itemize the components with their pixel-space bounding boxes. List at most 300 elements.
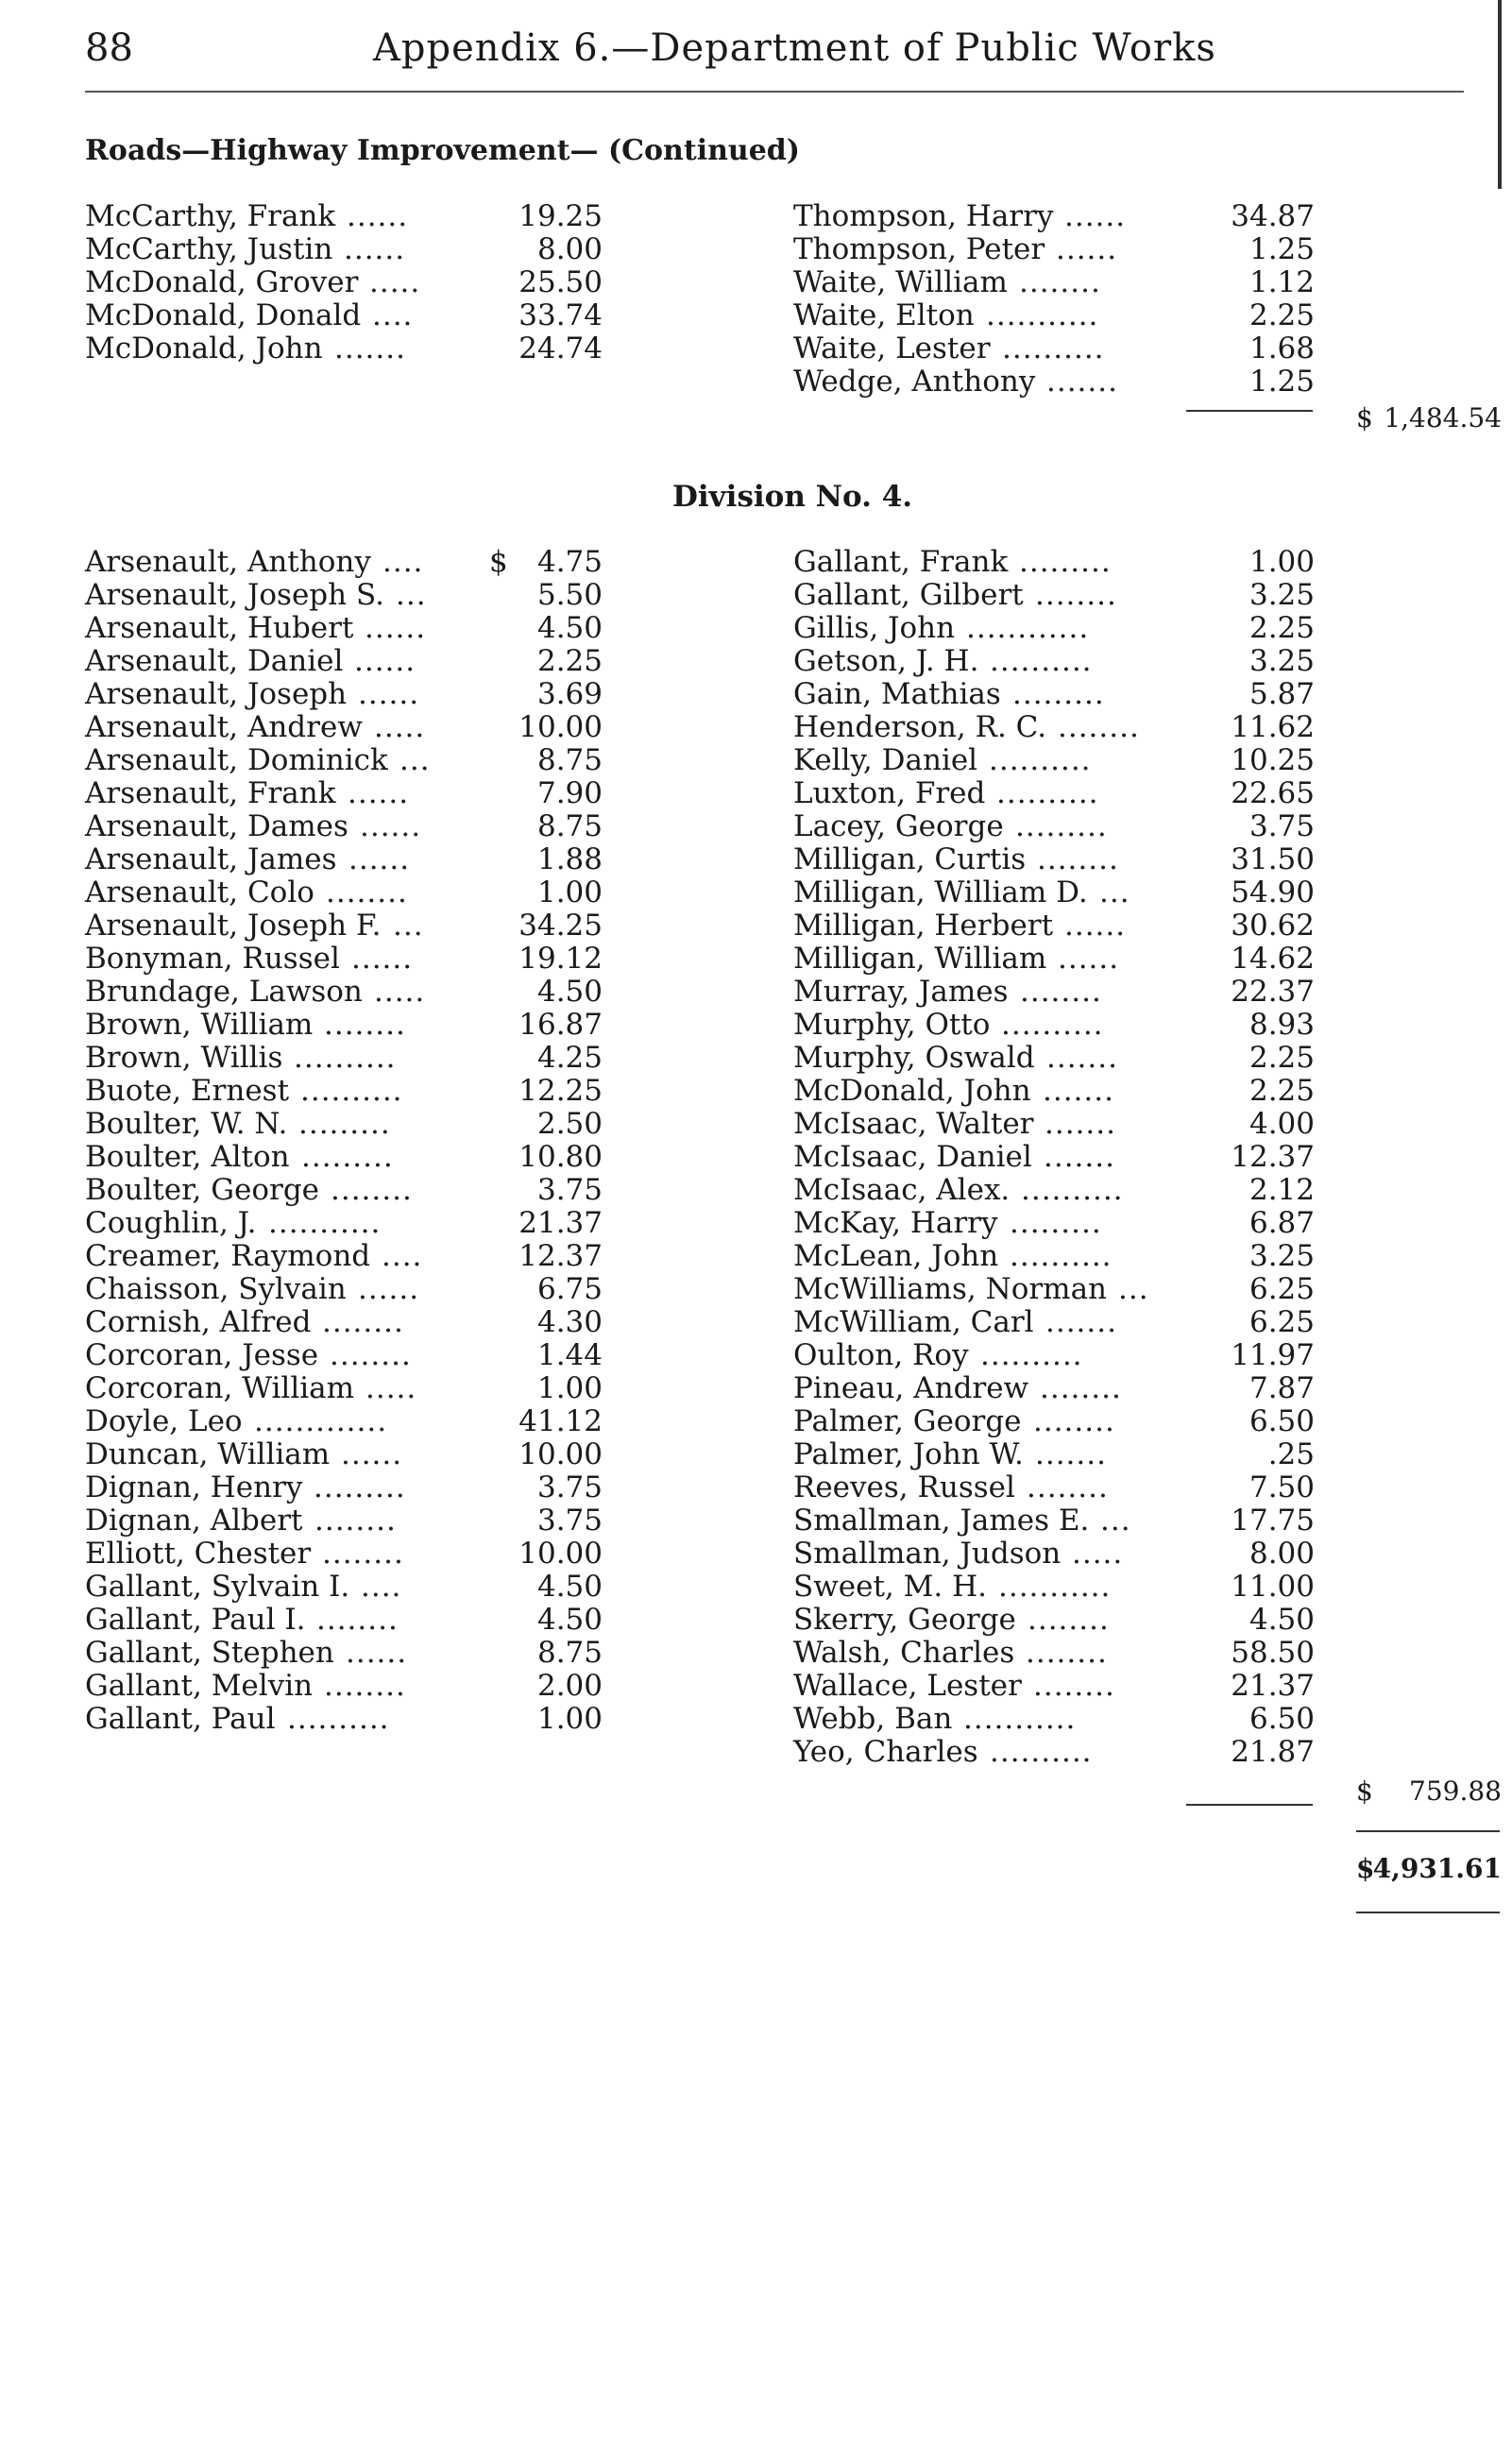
payee-name: Corcoran, Jesse — [85, 1338, 319, 1372]
ledger-row — [793, 299, 1315, 332]
ledger-row — [793, 1042, 1315, 1075]
payment-amount: 21.87 — [1231, 1735, 1315, 1769]
ledger-row — [85, 233, 603, 266]
payee-name: McWilliams, Norman — [793, 1272, 1108, 1306]
leader-dots: ...... — [346, 1636, 408, 1670]
payment-amount: 33.74 — [518, 298, 603, 332]
payee-name: McIsaac, Alex. — [793, 1173, 1011, 1207]
payment-amount: 6.25 — [1249, 1272, 1315, 1306]
leader-dots: ......... — [1012, 677, 1105, 711]
ledger-row — [85, 777, 603, 810]
leader-dots: ........ — [324, 1669, 406, 1703]
payee-name: Dignan, Henry — [85, 1470, 303, 1504]
ledger-row — [85, 299, 603, 332]
leader-dots: ...... — [1064, 199, 1127, 233]
payee-name: Arsenault, Joseph F. — [85, 909, 382, 943]
payee-name: Arsenault, Frank — [85, 776, 336, 810]
ledger-row — [793, 1108, 1315, 1141]
ledger-row — [793, 976, 1315, 1009]
payee-name: Waite, Lester — [793, 331, 991, 365]
payee-name: Getson, J. H. — [793, 644, 979, 678]
leader-dots: .... — [361, 1570, 402, 1604]
payment-amount: 34.25 — [518, 909, 603, 943]
ledger-row — [793, 1207, 1315, 1240]
continued-left-column — [85, 200, 603, 365]
ledger-row — [793, 1372, 1315, 1405]
payee-name: Gallant, Gilbert — [793, 578, 1024, 612]
payee-name: McDonald, John — [85, 331, 323, 365]
payee-name: Smallman, Judson — [793, 1537, 1062, 1571]
payee-name: Gallant, Frank — [793, 545, 1009, 579]
payee-name: Smallman, James E. — [793, 1504, 1090, 1538]
ledger-row — [793, 546, 1315, 579]
payee-name: Arsenault, James — [85, 842, 337, 876]
leader-dots: ........ — [330, 1338, 412, 1372]
payee-name: McLean, John — [793, 1239, 999, 1273]
currency-sign: $ — [489, 545, 508, 579]
page-number: 88 — [85, 26, 133, 70]
ledger-row — [85, 1405, 603, 1438]
payment-amount: 10.00 — [518, 1437, 603, 1471]
section-title: Roads—Highway Improvement— (Continued) — [85, 134, 800, 167]
payment-amount: 3.75 — [536, 1470, 603, 1504]
ledger-row — [793, 1471, 1315, 1504]
payment-amount: 2.25 — [1249, 1041, 1315, 1075]
payment-amount: 10.25 — [1231, 743, 1315, 777]
payee-name: Bonyman, Russel — [85, 942, 340, 976]
ledger-row — [793, 1009, 1315, 1042]
payment-amount: 7.90 — [536, 776, 603, 810]
division-left-column — [85, 546, 603, 1736]
leader-dots: ......... — [298, 1107, 391, 1141]
payee-name: Waite, Elton — [793, 298, 975, 332]
payee-name: McWilliam, Carl — [793, 1305, 1034, 1339]
leader-dots: ...... — [348, 842, 411, 876]
payee-name: Dignan, Albert — [85, 1504, 303, 1538]
leader-dots: .... — [372, 298, 414, 332]
payee-name: Gallant, Sylvain I. — [85, 1570, 350, 1604]
leader-dots: ............. — [254, 1404, 388, 1438]
ledger-row — [85, 678, 603, 711]
payee-name: McIsaac, Walter — [793, 1107, 1034, 1141]
payment-amount: 8.00 — [536, 232, 603, 266]
leader-dots: ... — [1100, 1504, 1131, 1538]
header-rule — [85, 91, 1464, 93]
grand-total-top-rule — [1356, 1830, 1500, 1832]
payee-name: Thompson, Peter — [793, 232, 1045, 266]
payee-name: Yeo, Charles — [793, 1735, 978, 1769]
payment-amount: 54.90 — [1231, 875, 1315, 909]
payee-name: Lacey, George — [793, 809, 1004, 843]
payment-amount: 4.50 — [1249, 1603, 1315, 1637]
total-value: 759.88 — [1409, 1776, 1502, 1807]
ledger-row — [85, 711, 603, 744]
payment-amount: 12.25 — [518, 1074, 603, 1108]
leader-dots: ..... — [1072, 1537, 1124, 1571]
leader-dots: ... — [1099, 875, 1130, 909]
leader-dots: ......... — [1019, 545, 1112, 579]
payee-name: McIsaac, Daniel — [793, 1140, 1032, 1174]
payee-name: Milligan, Curtis — [793, 842, 1027, 876]
leader-dots: .......... — [1001, 1008, 1104, 1042]
payment-amount: 2.12 — [1249, 1173, 1315, 1207]
payment-amount: 2.25 — [1249, 298, 1315, 332]
leader-dots: .......... — [996, 776, 1099, 810]
payment-amount: 4.50 — [536, 611, 603, 645]
leader-dots: ......... — [301, 1140, 394, 1174]
ledger-row — [793, 843, 1315, 876]
payee-name: Wallace, Lester — [793, 1669, 1022, 1703]
payee-name: Webb, Ban — [793, 1702, 953, 1736]
ledger-row — [793, 876, 1315, 909]
ledger-row — [85, 1207, 603, 1240]
leader-dots: ........ — [1020, 975, 1102, 1009]
payee-name: Gallant, Stephen — [85, 1636, 334, 1670]
leader-dots: ...... — [348, 776, 410, 810]
payment-amount: 3.69 — [536, 677, 603, 711]
leader-dots: ....... — [1045, 1107, 1116, 1141]
ledger-row — [793, 1736, 1315, 1769]
payee-name: Brown, Willis — [85, 1041, 283, 1075]
leader-dots: .......... — [287, 1702, 390, 1736]
ledger-row — [793, 645, 1315, 678]
ledger-row — [793, 1405, 1315, 1438]
payment-amount: 10.80 — [518, 1140, 603, 1174]
payment-amount: 19.12 — [518, 942, 603, 976]
payment-amount: 8.93 — [1249, 1008, 1315, 1042]
payee-name: Murphy, Otto — [793, 1008, 991, 1042]
payee-name: Coughlin, J. — [85, 1206, 257, 1240]
leader-dots: ...... — [358, 677, 420, 711]
payment-amount: 4.75 — [536, 545, 603, 579]
leader-dots: ...... — [1056, 232, 1118, 266]
payee-name: Gallant, Melvin — [85, 1669, 314, 1703]
ledger-row — [793, 365, 1315, 399]
leader-dots: ...... — [344, 232, 406, 266]
payment-amount: 22.65 — [1231, 776, 1315, 810]
leader-dots: ........ — [1040, 1371, 1122, 1405]
division-total — [1356, 1776, 1502, 1810]
payment-amount: 1.00 — [1249, 545, 1315, 579]
ledger-row — [793, 233, 1315, 266]
ledger-row — [793, 744, 1315, 777]
payment-amount: 41.12 — [518, 1404, 603, 1438]
ledger-row — [85, 1339, 603, 1372]
leader-dots: ....... — [1046, 1041, 1118, 1075]
payment-amount: 25.50 — [518, 265, 603, 299]
ledger-row — [793, 612, 1315, 645]
ledger-row — [85, 810, 603, 843]
leader-dots: ........ — [1028, 1603, 1110, 1637]
leader-dots: ........... — [986, 298, 1099, 332]
division-subtotal-rule — [1186, 1804, 1313, 1806]
payment-amount: 11.00 — [1231, 1570, 1315, 1604]
ledger-row — [85, 1108, 603, 1141]
leader-dots: ... — [1118, 1272, 1149, 1306]
leader-dots: ........ — [324, 1008, 406, 1042]
leader-dots: .......... — [990, 644, 1093, 678]
payment-amount: 19.25 — [518, 199, 603, 233]
payee-name: Palmer, George — [793, 1404, 1022, 1438]
payment-amount: 4.50 — [536, 1570, 603, 1604]
payee-name: McKay, Harry — [793, 1206, 998, 1240]
payee-name: Arsenault, Hubert — [85, 611, 354, 645]
payee-name: Walsh, Charles — [793, 1636, 1015, 1670]
payment-amount: 1.68 — [1249, 331, 1315, 365]
payee-name: Brown, William — [85, 1008, 314, 1042]
ledger-row — [85, 1042, 603, 1075]
payment-amount: 16.87 — [518, 1008, 603, 1042]
payee-name: Arsenault, Daniel — [85, 644, 344, 678]
payee-name: Arsenault, Anthony — [85, 545, 371, 579]
payee-name: Arsenault, Andrew — [85, 710, 363, 744]
leader-dots: ........ — [1035, 578, 1117, 612]
ledger-row — [85, 943, 603, 976]
total-value: 4,931.61 — [1372, 1853, 1502, 1884]
ledger-row — [793, 1504, 1315, 1538]
payee-name: Creamer, Raymond — [85, 1239, 371, 1273]
payment-amount: 21.37 — [518, 1206, 603, 1240]
leader-dots: ........ — [314, 1504, 397, 1538]
division-right-column — [793, 546, 1315, 1769]
payee-name: Henderson, R. C. — [793, 710, 1047, 744]
payment-amount: 1.25 — [1249, 365, 1315, 399]
payee-name: Luxton, Fred — [793, 776, 986, 810]
currency-sign: $ — [1356, 402, 1373, 433]
payment-amount: 58.50 — [1231, 1636, 1315, 1670]
payment-amount: 3.25 — [1249, 644, 1315, 678]
ledger-row — [793, 1273, 1315, 1306]
leader-dots: ....... — [1046, 365, 1118, 399]
leader-dots: .... — [382, 1239, 423, 1273]
leader-dots: .......... — [294, 1041, 397, 1075]
ledger-row — [85, 1471, 603, 1504]
payee-name: Murray, James — [793, 975, 1009, 1009]
payee-name: Wedge, Anthony — [793, 365, 1036, 399]
leader-dots: ........ — [1037, 842, 1119, 876]
ledger-row — [793, 266, 1315, 299]
leader-dots: ........ — [1033, 1669, 1115, 1703]
leader-dots: ..... — [374, 975, 426, 1009]
ledger-row — [85, 1372, 603, 1405]
ledger-row — [85, 266, 603, 299]
ledger-row — [793, 1571, 1315, 1604]
payment-amount: 4.30 — [536, 1305, 603, 1339]
payee-name: Sweet, M. H. — [793, 1570, 987, 1604]
payee-name: Arsenault, Colo — [85, 875, 314, 909]
payment-amount: 6.50 — [1249, 1404, 1315, 1438]
payee-name: Waite, William — [793, 265, 1008, 299]
payee-name: Milligan, William — [793, 942, 1047, 976]
ledger-row — [85, 843, 603, 876]
grand-total-bottom-rule — [1356, 1912, 1500, 1913]
leader-dots: .......... — [989, 743, 1092, 777]
payment-amount: 6.87 — [1249, 1206, 1315, 1240]
leader-dots: ........ — [1033, 1404, 1115, 1438]
continued-total — [1356, 402, 1502, 436]
leader-dots: ........ — [1026, 1636, 1108, 1670]
payee-name: Boulter, Alton — [85, 1140, 290, 1174]
payment-amount: 24.74 — [518, 331, 603, 365]
ledger-row — [85, 1273, 603, 1306]
payment-amount: 2.25 — [1249, 1074, 1315, 1108]
payment-amount: 3.75 — [536, 1504, 603, 1538]
payee-name: McCarthy, Justin — [85, 232, 333, 266]
leader-dots: ........... — [998, 1570, 1112, 1604]
ledger-row — [793, 1339, 1315, 1372]
ledger-row — [85, 1306, 603, 1339]
ledger-row — [793, 1240, 1315, 1273]
ledger-row — [85, 1240, 603, 1273]
leader-dots: ............ — [966, 611, 1090, 645]
leader-dots: ....... — [334, 331, 406, 365]
ledger-row — [793, 943, 1315, 976]
payment-amount: 21.37 — [1231, 1669, 1315, 1703]
payment-amount: 8.75 — [536, 1636, 603, 1670]
continued-right-column — [793, 200, 1315, 399]
payment-amount: 6.50 — [1249, 1702, 1315, 1736]
leader-dots: ..... — [374, 710, 426, 744]
ledger-row — [85, 1174, 603, 1207]
leader-dots: ...... — [351, 942, 414, 976]
payment-amount: 8.00 — [1249, 1537, 1315, 1571]
payee-name: Palmer, John W. — [793, 1437, 1024, 1471]
ledger-row — [793, 1670, 1315, 1703]
payee-name: Gallant, Paul — [85, 1702, 276, 1736]
payment-amount: 1.88 — [536, 842, 603, 876]
leader-dots: ... — [393, 909, 424, 943]
payment-amount: 4.50 — [536, 1603, 603, 1637]
grand-total — [1356, 1853, 1502, 1887]
leader-dots: ........ — [331, 1173, 413, 1207]
leader-dots: ...... — [360, 809, 422, 843]
payment-amount: 4.25 — [536, 1041, 603, 1075]
payee-name: Milligan, William D. — [793, 875, 1088, 909]
ledger-row — [85, 1703, 603, 1736]
payment-amount: 7.50 — [1249, 1470, 1315, 1504]
leader-dots: ........ — [322, 1537, 404, 1571]
payee-name: Boulter, W. N. — [85, 1107, 288, 1141]
payee-name: Boulter, George — [85, 1173, 320, 1207]
currency-sign: $ — [1356, 1853, 1375, 1884]
leader-dots: ...... — [354, 644, 416, 678]
payee-name: Corcoran, William — [85, 1371, 355, 1405]
payment-amount: 12.37 — [518, 1239, 603, 1273]
ledger-row — [85, 612, 603, 645]
ledger-row — [793, 711, 1315, 744]
leader-dots: .......... — [990, 1735, 1093, 1769]
ledger-row — [85, 1604, 603, 1637]
leader-dots: ....... — [1035, 1437, 1107, 1471]
ledger-row — [85, 1438, 603, 1471]
payee-name: Brundage, Lawson — [85, 975, 363, 1009]
ledger-row — [793, 579, 1315, 612]
payment-amount: 10.00 — [518, 1537, 603, 1571]
currency-sign: $ — [1356, 1776, 1373, 1807]
leader-dots: ......... — [314, 1470, 406, 1504]
ledger-row — [85, 976, 603, 1009]
payee-name: Duncan, William — [85, 1437, 331, 1471]
payee-name: Arsenault, Dames — [85, 809, 348, 843]
payment-amount: 3.25 — [1249, 578, 1315, 612]
leader-dots: ...... — [365, 611, 427, 645]
ledger-row — [85, 909, 603, 943]
division-title: Division No. 4. — [672, 480, 913, 514]
payment-amount: 4.50 — [536, 975, 603, 1009]
payment-amount: 34.87 — [1231, 199, 1315, 233]
ledger-row — [85, 645, 603, 678]
leader-dots: ...... — [358, 1272, 420, 1306]
leader-dots: ........ — [322, 1305, 404, 1339]
ledger-row — [85, 876, 603, 909]
leader-dots: .......... — [1002, 331, 1105, 365]
leader-dots: .... — [382, 545, 424, 579]
page-edge-shadow — [1498, 0, 1502, 189]
payee-name: Oulton, Roy — [793, 1338, 969, 1372]
ledger-row — [793, 1604, 1315, 1637]
ledger-row — [793, 1538, 1315, 1571]
ledger-row — [85, 1670, 603, 1703]
ledger-row — [793, 678, 1315, 711]
payment-amount: 3.25 — [1249, 1239, 1315, 1273]
leader-dots: ... — [399, 743, 431, 777]
payee-name: Gain, Mathias — [793, 677, 1001, 711]
payment-amount: 2.25 — [536, 644, 603, 678]
leader-dots: ...... — [341, 1437, 403, 1471]
payment-amount: 7.87 — [1249, 1371, 1315, 1405]
ledger-row — [85, 744, 603, 777]
leader-dots: ....... — [1044, 1140, 1115, 1174]
payee-name: Murphy, Oswald — [793, 1041, 1035, 1075]
payment-amount: 2.25 — [1249, 611, 1315, 645]
leader-dots: ........... — [268, 1206, 382, 1240]
payee-name: Kelly, Daniel — [793, 743, 978, 777]
ledger-row — [85, 579, 603, 612]
payee-name: Skerry, George — [793, 1603, 1016, 1637]
payment-amount: 1.00 — [536, 875, 603, 909]
ledger-row — [793, 1703, 1315, 1736]
ledger-row — [85, 1009, 603, 1042]
payment-amount: 8.75 — [536, 809, 603, 843]
payee-name: Arsenault, Dominick — [85, 743, 388, 777]
ledger-row — [85, 1075, 603, 1108]
payment-amount: 1.00 — [536, 1702, 603, 1736]
payment-amount: 3.75 — [1249, 809, 1315, 843]
leader-dots: .......... — [980, 1338, 1083, 1372]
leader-dots: ...... — [347, 199, 409, 233]
payee-name: McCarthy, Frank — [85, 199, 336, 233]
ledger-row — [793, 332, 1315, 365]
payment-amount: 11.62 — [1231, 710, 1315, 744]
payment-amount: 11.97 — [1231, 1338, 1315, 1372]
ledger-row — [793, 777, 1315, 810]
payment-amount: 6.75 — [536, 1272, 603, 1306]
leader-dots: ....... — [1045, 1305, 1117, 1339]
leader-dots: ...... — [1058, 942, 1120, 976]
leader-dots: ......... — [1015, 809, 1108, 843]
payee-name: Elliott, Chester — [85, 1537, 312, 1571]
ledger-row — [85, 1637, 603, 1670]
continued-subtotal-rule — [1186, 410, 1313, 412]
payee-name: Arsenault, Joseph S. — [85, 578, 384, 612]
payment-amount: 6.25 — [1249, 1305, 1315, 1339]
leader-dots: ..... — [369, 265, 421, 299]
ledger-row — [793, 1174, 1315, 1207]
payment-amount: .25 — [1267, 1437, 1315, 1471]
leader-dots: ........... — [963, 1702, 1077, 1736]
ledger-row — [85, 1141, 603, 1174]
leader-dots: ........ — [326, 875, 408, 909]
